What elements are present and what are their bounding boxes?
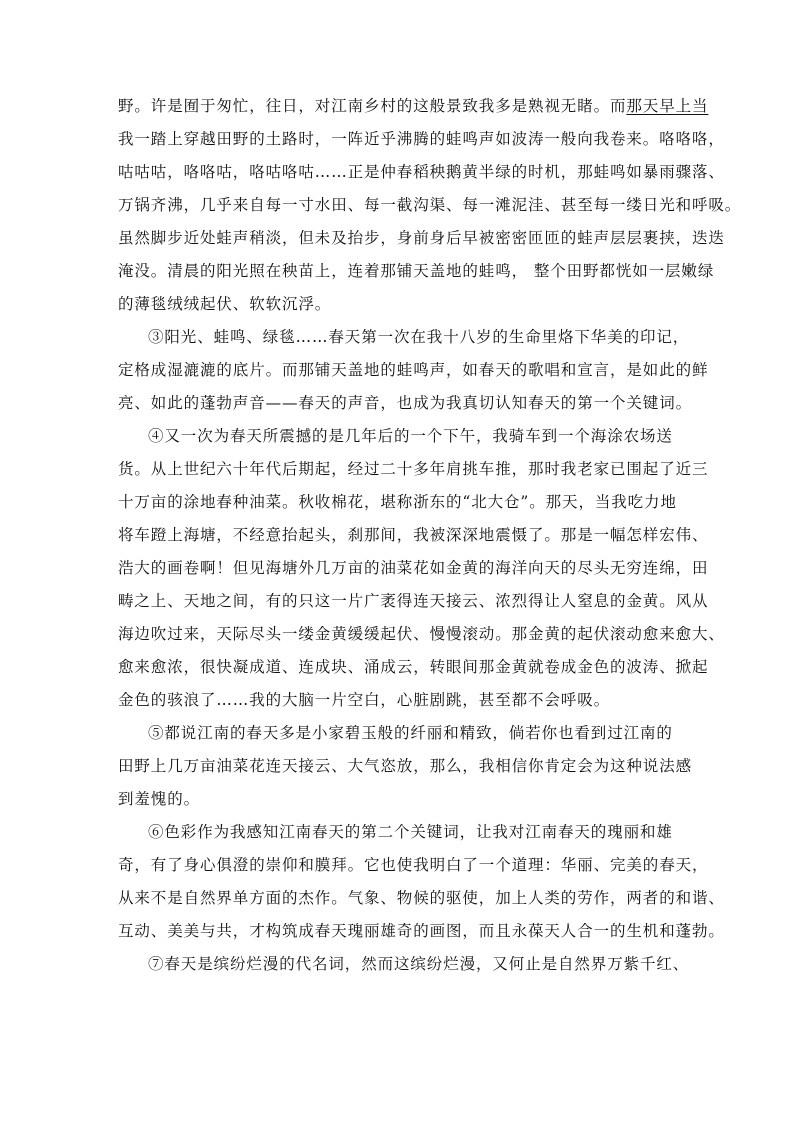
text-line: 虽然脚步近处蛙声稍淡，但未及抬步，身前身后早被密密匝匝的蛙声层层裹挟，迭迭 (118, 229, 725, 247)
text-line: 的薄毯绒绒起伏、软软沉浮。 (118, 295, 332, 313)
text-line: 金色的骇浪了……我的大脑一片空白，心脏剧跳，甚至都不会呼吸。 (118, 691, 611, 709)
text-line: 愈来愈浓，很快凝成道、连成块、涌成云，转眼间那金黄就卷成金色的波涛、掀起 (118, 658, 709, 676)
text-line: 我一踏上穿越田野的土路时，一阵近乎沸腾的蛙鸣声如波涛一般向我卷来。咯咯咯， (118, 130, 725, 148)
text-line: 咕咕咕，咯咯咕，咯咕咯咕……正是仲春稻秧鹅黄半绿的时机，那蛙鸣如暴雨骤落、 (118, 163, 725, 181)
text-line: 亮、如此的蓬勃声音——春天的声音，也成为我真切认知春天的第一个关键词。 (118, 394, 693, 412)
underlined-phrase: 那天早上当 (626, 97, 709, 115)
text-line: 从来不是自然界单方面的杰作。气象、物候的驱使，加上人类的劳作，两者的和谐、 (118, 889, 725, 907)
text-line: 田野上几万亩油菜花连天接云、大气恣放，那么，我相信你肯定会为这种说法感 (118, 757, 693, 775)
text-line: 奇，有了身心俱澄的崇仰和膜拜。它也使我明白了一个道理：华丽、完美的春天， (118, 856, 709, 874)
paragraph-first-line: ⑤都说江南的春天多是小家碧玉般的纤丽和精致，倘若你也看到过江南的 (148, 724, 673, 742)
text-line: 将车蹬上海塘，不经意抬起头，刹那间，我被深深地震慑了。那是一幅怎样宏伟、 (118, 526, 709, 544)
paragraph-first-line: ④又一次为春天所震撼的是几年后的一个下午，我骑车到一个海涂农场送 (148, 427, 673, 445)
text-line: 互动、美美与共，才构筑成春天瑰丽雄奇的画图，而且永葆天人合一的生机和蓬勃。 (118, 922, 725, 940)
text-line: 万锅齐沸，几乎来自每一寸水田、每一截沟渠、每一滩泥洼、甚至每一缕日光和呼吸。 (118, 196, 742, 214)
text-line: 淹没。清晨的阳光照在秧苗上，连着那铺天盖地的蛙鸣， 整个田野都恍如一层嫩绿 (118, 262, 715, 280)
paragraph-first-line: ⑦春天是缤纷烂漫的代名词，然而这缤纷烂漫，又何止是自然界万紫千红、 (148, 955, 690, 973)
text-line: 浩大的画卷啊！但见海塘外几万亩的油菜花如金黄的海洋向天的尽头无穷连绵，田 (118, 559, 709, 577)
text-line: 野。许是囿于匆忙，往日，对江南乡村的这般景致我多是熟视无睹。而那天早上当 (118, 97, 709, 115)
text-line: 货。从上世纪六十年代后期起，经过二十多年肩挑车推，那时我老家已围起了近三 (118, 460, 709, 478)
text-line: 到羞愧的。 (118, 790, 201, 808)
text-line: 畴之上、天地之间，有的只这一片广袤得连天接云、浓烈得让人窒息的金黄。风从 (118, 592, 709, 610)
text-line: 海边吹过来，天际尽头一缕金黄缓缓起伏、慢慢滚动。那金黄的起伏滚动愈来愈大、 (118, 625, 725, 643)
text-line: 定格成湿漉漉的底片。而那铺天盖地的蛙鸣声，如春天的歌唱和宣言，是如此的鲜 (118, 361, 709, 379)
paragraph-first-line: ⑥色彩作为我感知江南春天的第二个关键词，让我对江南春天的瑰丽和雄 (148, 823, 673, 841)
text-line: 十万亩的涂地春种油菜。秋收棉花，堪称浙东的“北大仓”。那天，当我吃力地 (118, 493, 677, 511)
paragraph-first-line: ③阳光、蛙鸣、绿毯……春天第一次在我十八岁的生命里烙下华美的印记， (148, 328, 690, 346)
